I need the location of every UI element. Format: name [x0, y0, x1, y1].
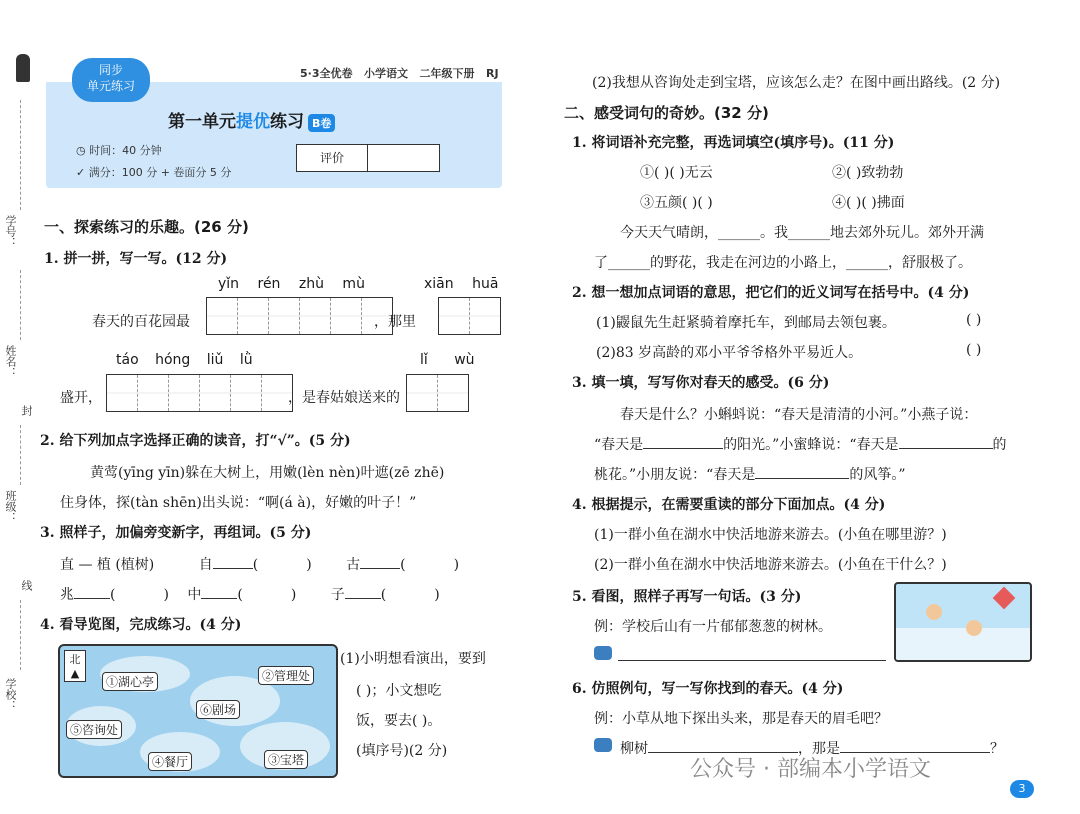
r-q2-answer-1[interactable]: ( ): [966, 312, 982, 328]
section-1-title: 一、探索练习的乐趣。(26 分): [44, 218, 249, 236]
text: ，那是: [798, 741, 840, 757]
r-q1-passage-1: 今天天气晴朗，______。我______地去郊外玩儿。郊外开满: [620, 225, 984, 241]
r-q5-answer-line[interactable]: [618, 660, 886, 661]
evaluation-label: 评价: [297, 145, 368, 171]
q4-line-3: 饭，要去( )。: [356, 713, 442, 729]
subject-label: 小学语文: [364, 67, 408, 80]
r-question-4: 4. 根据提示，在需要重读的部分下面加点。(4 分): [572, 497, 886, 513]
pinyin-1: yǐn rén zhù mù: [218, 276, 365, 292]
q3-row-1: [60, 554, 459, 574]
binding-margin: [0, 0, 40, 814]
r-q2-line-1: (1)鼹鼠先生赶紧骑着摩托车，到邮局去领包裹。: [596, 315, 896, 331]
evaluation-field[interactable]: [368, 145, 439, 171]
check-icon: ✓: [76, 166, 89, 179]
map-label-theater[interactable]: ⑥剧场: [196, 700, 240, 719]
q1-text-3: 盛开，: [60, 390, 102, 406]
q2-line-1: 黄莺(yīng yīn)躲在大树上，用嫩(lèn nèn)叶遮(zē zhē): [90, 465, 445, 481]
cut-line: [20, 270, 21, 340]
question-4: 4. 看导览图，完成练习。(4 分): [40, 617, 242, 633]
pencil-icon: [594, 738, 612, 752]
r-q6-example: 例：小草从地下探出头来，那是春天的眉毛吧？: [594, 711, 888, 727]
child-figure: [966, 620, 982, 636]
q3-char: 兆: [60, 587, 74, 603]
wechat-watermark: 公众号 · 部编本小学语文: [690, 757, 931, 782]
paren: (: [252, 557, 259, 573]
r-question-1: 1. 将词语补充完整，再选词填空(填序号)。(11 分): [572, 135, 895, 151]
writing-grid-4[interactable]: [406, 374, 469, 412]
rocket-icon: [16, 54, 30, 82]
map-label-info-desk[interactable]: ⑤咨询处: [66, 720, 122, 739]
r-question-2: 2. 想一想加点词语的意思，把它们的近义词写在括号中。(4 分): [572, 285, 970, 301]
writing-grid-1[interactable]: [206, 297, 393, 335]
answer-blank[interactable]: [360, 568, 400, 569]
answer-blank[interactable]: [345, 598, 381, 599]
title-part: 练习: [270, 112, 304, 132]
kite-illustration: [894, 582, 1032, 662]
title-part: 第一单元: [168, 112, 236, 132]
time-info: [76, 142, 162, 158]
guide-map: [58, 644, 338, 778]
paren: ): [163, 587, 169, 603]
r-q2-answer-2[interactable]: ( ): [966, 342, 982, 358]
text: 柳树: [620, 741, 648, 757]
q1-text-1: 春天的百花园最: [92, 314, 190, 330]
paren: (: [380, 587, 387, 603]
r-q3-line-3: [594, 464, 906, 484]
answer-blank[interactable]: [755, 478, 849, 479]
r-q2-line-2: (2)83 岁高龄的邓小平爷爷格外平易近人。: [596, 345, 863, 361]
question-1: 1. 拼一拼，写一写。(12 分): [44, 251, 228, 267]
answer-blank[interactable]: [643, 448, 723, 449]
evaluation-box: [296, 144, 440, 172]
q3-example: 直 — 植 (植树): [60, 557, 155, 573]
page-title: [168, 107, 335, 132]
cut-line: [20, 425, 21, 485]
seal-label: 封: [20, 405, 33, 416]
r-q4-line-2: (2)一群小鱼在湖水中快活地游来游去。(小鱼在干什么？): [594, 557, 947, 573]
paren: ): [434, 587, 440, 603]
question-2: 2. 给下列加点字选择正确的读音，打“√”。(5 分): [40, 433, 351, 449]
student-id-label: 学号：: [4, 215, 17, 248]
paren: ): [453, 557, 460, 573]
text: 的阳光。”小蜜蜂说：“春天是: [723, 437, 899, 453]
r-q5-example: 例：学校后山有一片郁郁葱葱的树林。: [594, 619, 832, 635]
paren: (: [400, 557, 406, 573]
r-q3-line-2: [594, 434, 1007, 454]
r-q1-word-2: ②( )致勃勃: [832, 165, 904, 181]
name-label: 姓名：: [4, 345, 17, 378]
r-q4-line-1: (1)一群小鱼在湖水中快活地游来游去。(小鱼在哪里游？): [594, 527, 947, 543]
q4-line-1: (1)小明想看演出，要到: [340, 651, 486, 667]
q2-line-2: 住身体，探(tàn shēn)出头说：“啊(á à)，好嫩的叶子！”: [60, 495, 417, 511]
pencil-icon: [594, 646, 612, 660]
map-label-pagoda[interactable]: ③宝塔: [264, 750, 308, 769]
pinyin-2: xiān huā: [424, 276, 499, 292]
kite-icon: [993, 587, 1016, 610]
cut-line: [20, 600, 21, 670]
q4-line-4: (填序号)(2 分): [356, 743, 448, 759]
r-q1-word-3: ③五颜( )( ): [640, 195, 713, 211]
score-text: 满分：100 分 + 卷面分 5 分: [88, 166, 232, 179]
page-number: 3: [1010, 780, 1034, 798]
north-compass-icon: 北 ▲: [64, 650, 86, 682]
series-label: 5·3全优卷: [300, 67, 353, 80]
answer-blank[interactable]: [899, 448, 993, 449]
line-label: 线: [20, 580, 33, 591]
q3-char: 古: [346, 557, 361, 573]
map-label-lake-pavilion[interactable]: ①湖心亭: [102, 672, 158, 691]
pinyin-4: lǐ wù: [420, 352, 475, 368]
unit-badge: 同步 单元练习: [72, 58, 150, 102]
q1-text-4: ，是春姑娘送来的: [288, 390, 400, 406]
q3-row-2: [60, 584, 440, 604]
paren: (: [110, 587, 116, 603]
class-label: 班级：: [4, 490, 17, 523]
q3-char: 自: [198, 557, 213, 573]
r-q1-word-1: ①( )( )无云: [640, 165, 713, 181]
paper-badge: B卷: [308, 114, 335, 132]
text: 桃花。”小朋友说：“春天是: [594, 467, 756, 483]
r-question-5: 5. 看图，照样子再写一句话。(3 分): [572, 589, 802, 605]
q4-part-2: (2)我想从咨询处走到宝塔，应该怎么走？在图中画出路线。(2 分): [592, 75, 1001, 91]
question-3: 3. 照样子，加偏旁变新字，再组词。(5 分): [40, 525, 312, 541]
r-q1-word-4: ④( )( )拂面: [832, 195, 905, 211]
answer-blank[interactable]: [74, 598, 110, 599]
school-label: 学校：: [4, 678, 17, 711]
title-highlight: 提优: [236, 112, 270, 132]
pinyin-3: táo hóng liǔ lǜ: [116, 352, 253, 368]
q1-text-2: ，那里: [374, 314, 416, 330]
q4-line-2: ( )；小文想吃: [356, 683, 442, 699]
edition-label: RJ: [486, 67, 499, 80]
paren: ): [290, 587, 297, 603]
text: ？: [990, 741, 1004, 757]
r-q1-passage-2: 了______的野花，我走在河边的小路上，______，舒服极了。: [594, 255, 972, 271]
map-label-office[interactable]: ②管理处: [258, 666, 314, 685]
paren: ): [306, 557, 312, 573]
r-question-6: 6. 仿照例句，写一写你找到的春天。(4 分): [572, 681, 844, 697]
text: 的: [992, 437, 1007, 453]
q3-char: 子: [330, 587, 345, 603]
answer-blank[interactable]: [201, 598, 237, 599]
r-q3-line-1: 春天是什么？小蝌蚪说：“春天是清清的小河。”小燕子说：: [620, 407, 978, 423]
section-2-title: 二、感受词句的奇妙。(32 分): [564, 104, 769, 122]
writing-grid-2[interactable]: [438, 297, 501, 335]
map-label-restaurant[interactable]: ④餐厅: [148, 752, 192, 771]
answer-blank[interactable]: [213, 568, 253, 569]
text: 的风筝。”: [849, 467, 906, 483]
north-label: 北: [69, 653, 81, 666]
text: “春天是: [594, 437, 644, 453]
q3-char: 中: [187, 587, 202, 603]
score-info: [76, 164, 231, 180]
ground: [896, 628, 1030, 660]
r-question-3: 3. 填一填，写写你对春天的感受。(6 分): [572, 375, 830, 391]
paren: (: [237, 587, 243, 603]
header-meta: [300, 65, 499, 81]
time-text: 时间：40 分钟: [89, 144, 162, 157]
clock-icon: ◷: [76, 144, 90, 157]
writing-grid-3[interactable]: [106, 374, 293, 412]
grade-label: 二年级下册: [419, 67, 475, 80]
cut-line: [20, 100, 21, 210]
child-figure: [926, 604, 942, 620]
